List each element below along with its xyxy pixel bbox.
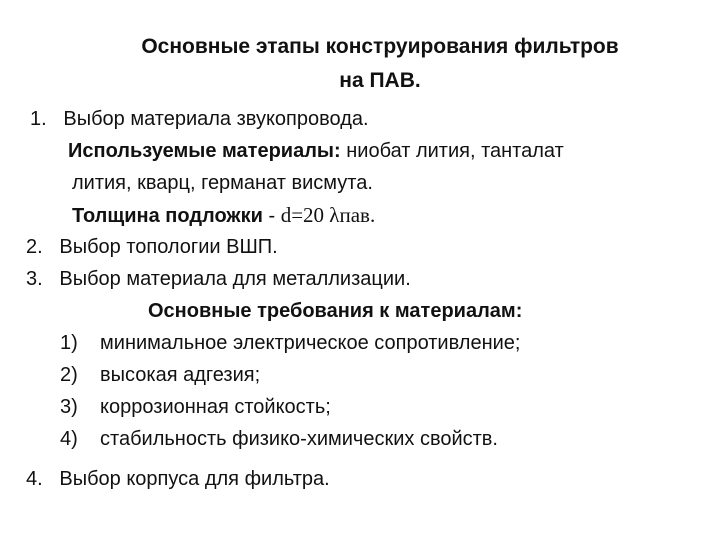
- list-text: Выбор материала для металлизации.: [59, 268, 411, 290]
- list-number: 1.: [30, 108, 47, 130]
- thickness-line: [72, 200, 375, 231]
- sub-number: 2): [60, 364, 78, 386]
- materials-text-2: лития, кварц, германат висмута.: [72, 172, 373, 194]
- list-text: Выбор корпуса для фильтра.: [59, 468, 330, 490]
- title-line-1: Основные этапы конструирования фильтров: [141, 35, 619, 58]
- sub-number: 4): [60, 428, 78, 450]
- sub-text: минимальное электрическое сопротивление;: [100, 332, 521, 354]
- sub-number: 1): [60, 332, 78, 354]
- sub-text: высокая адгезия;: [100, 364, 261, 386]
- materials-line-2: [72, 168, 373, 198]
- requirement-item-4: [60, 424, 498, 454]
- list-number: 4.: [26, 468, 43, 490]
- sub-text: коррозионная стойкость;: [100, 396, 331, 418]
- materials-label: Используемые материалы:: [68, 140, 341, 162]
- materials-text-1: ниобат лития, танталат: [340, 140, 564, 162]
- thickness-label: Толщина подложки: [72, 205, 263, 227]
- requirement-item-1: [60, 328, 520, 358]
- list-item-3: [26, 264, 411, 294]
- list-item-4: [26, 464, 330, 494]
- materials-line: [68, 136, 564, 166]
- thickness-dash: -: [262, 205, 281, 227]
- title-line-2: на ПАВ.: [339, 69, 421, 92]
- list-item-2: [26, 232, 278, 262]
- sub-text: стабильность физико-химических свойств.: [100, 428, 498, 450]
- list-item-1: [30, 104, 369, 134]
- slide-title: [80, 30, 680, 98]
- requirement-item-3: [60, 392, 331, 422]
- requirements-heading: Основные требования к материалам:: [148, 300, 523, 322]
- sub-number: 3): [60, 396, 78, 418]
- thickness-formula: d=20 λпав.: [280, 203, 376, 227]
- requirement-item-2: [60, 360, 260, 390]
- list-text: Выбор топологии ВШП.: [59, 236, 278, 258]
- list-number: 2.: [26, 236, 43, 258]
- list-text: Выбор материала звукопровода.: [63, 108, 369, 130]
- list-number: 3.: [26, 268, 43, 290]
